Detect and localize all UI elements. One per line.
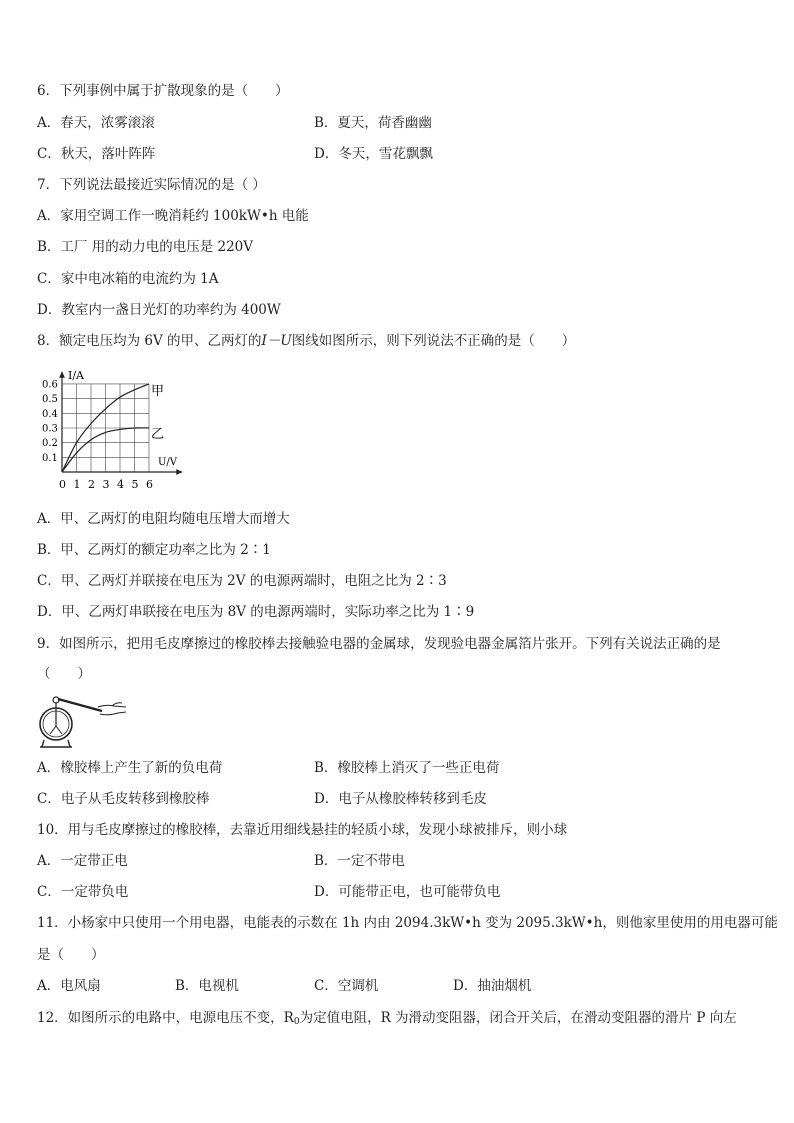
question-8-option-a: A．甲、乙两灯的电阻均随电压增大而增大 [37,511,290,527]
question-8-option-d: D．甲、乙两灯串联接在电压为 8V 的电源两端时，实际功率之比为 1∶9 [37,604,475,620]
question-6-option-a: A．春天，浓雾滚滚 [37,115,155,131]
question-11-option-d: D．抽油烟机 [453,978,532,994]
question-12-stem-pre: 12．如图所示的电路中，电源电压不变，R [37,1010,294,1026]
question-9-stem: 9．如图所示，把用毛皮摩擦过的橡胶棒去接触验电器的金属球，发现验电器金属箔片张开。下列有关说法正确的是 [37,636,721,652]
curve-jia-label: 甲 [151,384,165,399]
question-9-option-d: D．电子从橡胶棒转移到毛皮 [314,791,487,807]
x-tick-label: 4 [117,478,124,491]
x-tick-label: 6 [146,478,153,491]
question-8-stem-post: 图线如图所示，则下列说法不正确的是（ ） [291,333,576,349]
question-9-option-b: B．橡胶棒上消灭了一些正电荷 [314,760,500,776]
question-8-stem [37,332,575,350]
question-6-stem: 6．下列事例中属于扩散现象的是（ ） [37,83,289,99]
iu-graph [40,364,190,494]
x-axis-label: U/V [158,457,178,468]
question-6-option-d: D．冬天，雪花飘飘 [314,146,433,162]
question-11-option-a: A．电风扇 [37,978,101,994]
question-11-stem: 11．小杨家中只使用一个用电器，电能表的示数在 1h 内由 2094.3kW•h 变为 2095.3kW•h，则他家里使用的用电器可能 [37,915,778,931]
question-10-stem: 10．用与毛皮摩擦过的橡胶棒，去靠近用细线悬挂的轻质小球，发现小球被排斥，则小球 [37,822,568,838]
y-tick-label: 0.5 [42,394,58,406]
question-9-option-c: C．电子从毛皮转移到橡胶棒 [37,791,210,807]
question-10-option-b: B．一定不带电 [314,853,405,869]
question-7-option-d: D．教室内一盏日光灯的功率约为 400W [37,302,281,318]
question-9-paren: （ ） [37,666,91,682]
electroscope-illustration [38,690,130,750]
question-7-option-a: A．家用空调工作一晚消耗约 100kW•h 电能 [37,208,309,224]
x-tick-label: 5 [131,478,139,491]
question-9-option-a: A．橡胶棒上产生了新的负电荷 [37,760,223,776]
question-8-option-c: C．甲、乙两灯并联接在电压为 2V 的电源两端时，电阻之比为 2∶3 [37,573,447,589]
y-tick-label: 0.6 [42,379,58,391]
question-8-stem-pre: 8．额定电压均为 6V 的甲、乙两灯的 [37,333,262,349]
y-tick-labels [42,379,58,463]
y-tick-label: 0.1 [42,452,58,464]
y-tick-label: 0.2 [42,438,58,450]
question-10-option-c: C．一定带负电 [37,884,129,900]
y-tick-label: 0.4 [42,408,58,420]
question-7-stem: 7．下列说法最接近实际情况的是（ ） [37,177,266,193]
question-6-option-b: B．夏天，荷香幽幽 [314,115,432,131]
question-12-stem-post: 为定值电阻，R 为滑动变阻器，闭合开关后，在滑动变阻器的滑片 P 向左 [299,1010,737,1026]
y-axis-label: I/A [68,369,84,382]
question-12-stem [37,1009,737,1031]
x-tick-label: 3 [102,478,110,491]
x-tick-label: 1 [73,478,81,491]
question-10-option-d: D．可能带正电，也可能带负电 [314,884,501,900]
question-6-option-c: C．秋天，落叶阵阵 [37,146,156,162]
x-tick-label: 0 [59,478,66,491]
x-tick-label: 2 [88,478,95,491]
curve-yi-label: 乙 [151,427,165,442]
question-11-option-b: B．电视机 [175,978,239,994]
question-8-option-b: B．甲、乙两灯的额定功率之比为 2∶1 [37,542,271,558]
question-8-stem-iu: I－U [261,333,292,349]
question-11-stem-continued: 是（ ） [37,947,105,963]
question-7-option-b: B．工厂 用的动力电的电压是 220V [37,239,254,255]
y-tick-label: 0.3 [42,423,58,435]
question-12-subscript: 0 [293,1017,300,1027]
question-11-option-c: C．空调机 [314,978,379,994]
question-10-option-a: A．一定带正电 [37,853,128,869]
x-tick-labels [59,478,153,491]
question-7-option-c: C．家中电冰箱的电流约为 1A [37,271,219,287]
